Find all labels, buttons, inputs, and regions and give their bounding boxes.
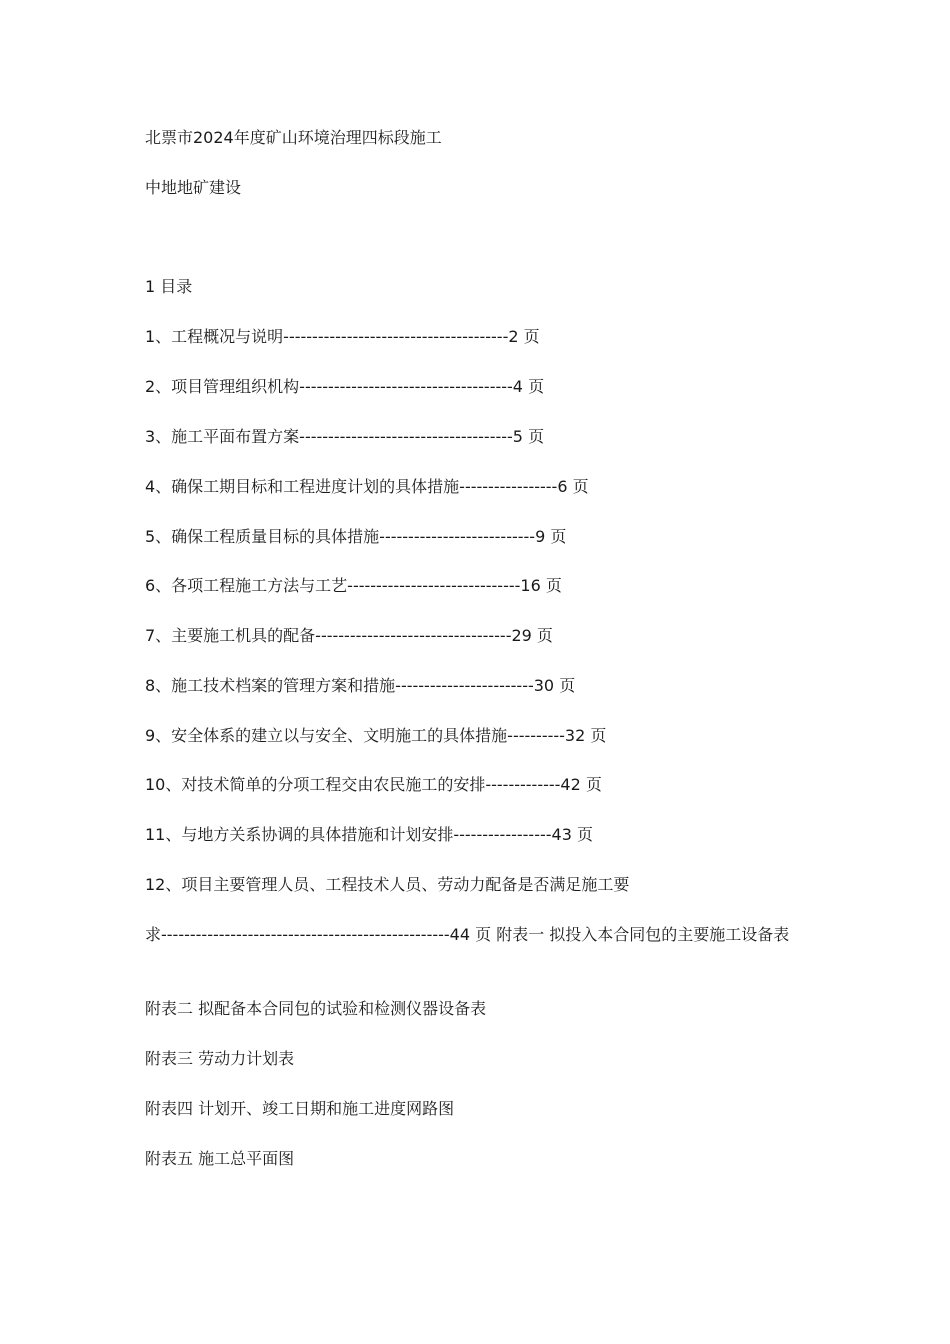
toc-item: 7、主要施工机具的配备----------------------------------29 页 <box>145 626 553 645</box>
toc-item: 6、各项工程施工方法与工艺------------------------------16 页 <box>145 576 562 595</box>
appendix-item: 附表四 计划开、竣工日期和施工进度网路图 <box>145 1099 455 1118</box>
toc-item: 12、项目主要管理人员、工程技术人员、劳动力配备是否满足施工要 <box>145 875 630 894</box>
document-title: 北票市2024年度矿山环境治理四标段施工 <box>145 128 442 147</box>
toc-item: 5、确保工程质量目标的具体措施---------------------------9 页 <box>145 527 567 546</box>
toc-item: 3、施工平面布置方案-------------------------------------5 页 <box>145 427 545 446</box>
toc-item: 10、对技术简单的分项工程交由农民施工的安排-------------42 页 <box>145 775 602 794</box>
toc-item: 11、与地方关系协调的具体措施和计划安排-----------------43 页 <box>145 825 593 844</box>
toc-item: 8、施工技术档案的管理方案和措施------------------------30 页 <box>145 676 576 695</box>
toc-item: 4、确保工期目标和工程进度计划的具体措施-----------------6 页 <box>145 477 589 496</box>
appendix-item: 附表五 施工总平面图 <box>145 1149 295 1168</box>
toc-item-continuation: 求--------------------------------------------------44 页 附表一 拟投入本合同包的主要施工设备表 <box>145 925 790 944</box>
appendix-item: 附表二 拟配备本合同包的试验和检测仪器设备表 <box>145 999 487 1018</box>
appendix-item: 附表三 劳动力计划表 <box>145 1049 295 1068</box>
toc-item: 9、安全体系的建立以与安全、文明施工的具体措施----------32 页 <box>145 726 607 745</box>
toc-heading: 1 目录 <box>145 277 193 296</box>
toc-item: 2、项目管理组织机构-------------------------------------4 页 <box>145 377 545 396</box>
toc-item: 1、工程概况与说明---------------------------------------2 页 <box>145 327 540 346</box>
company-name: 中地地矿建设 <box>145 178 242 197</box>
